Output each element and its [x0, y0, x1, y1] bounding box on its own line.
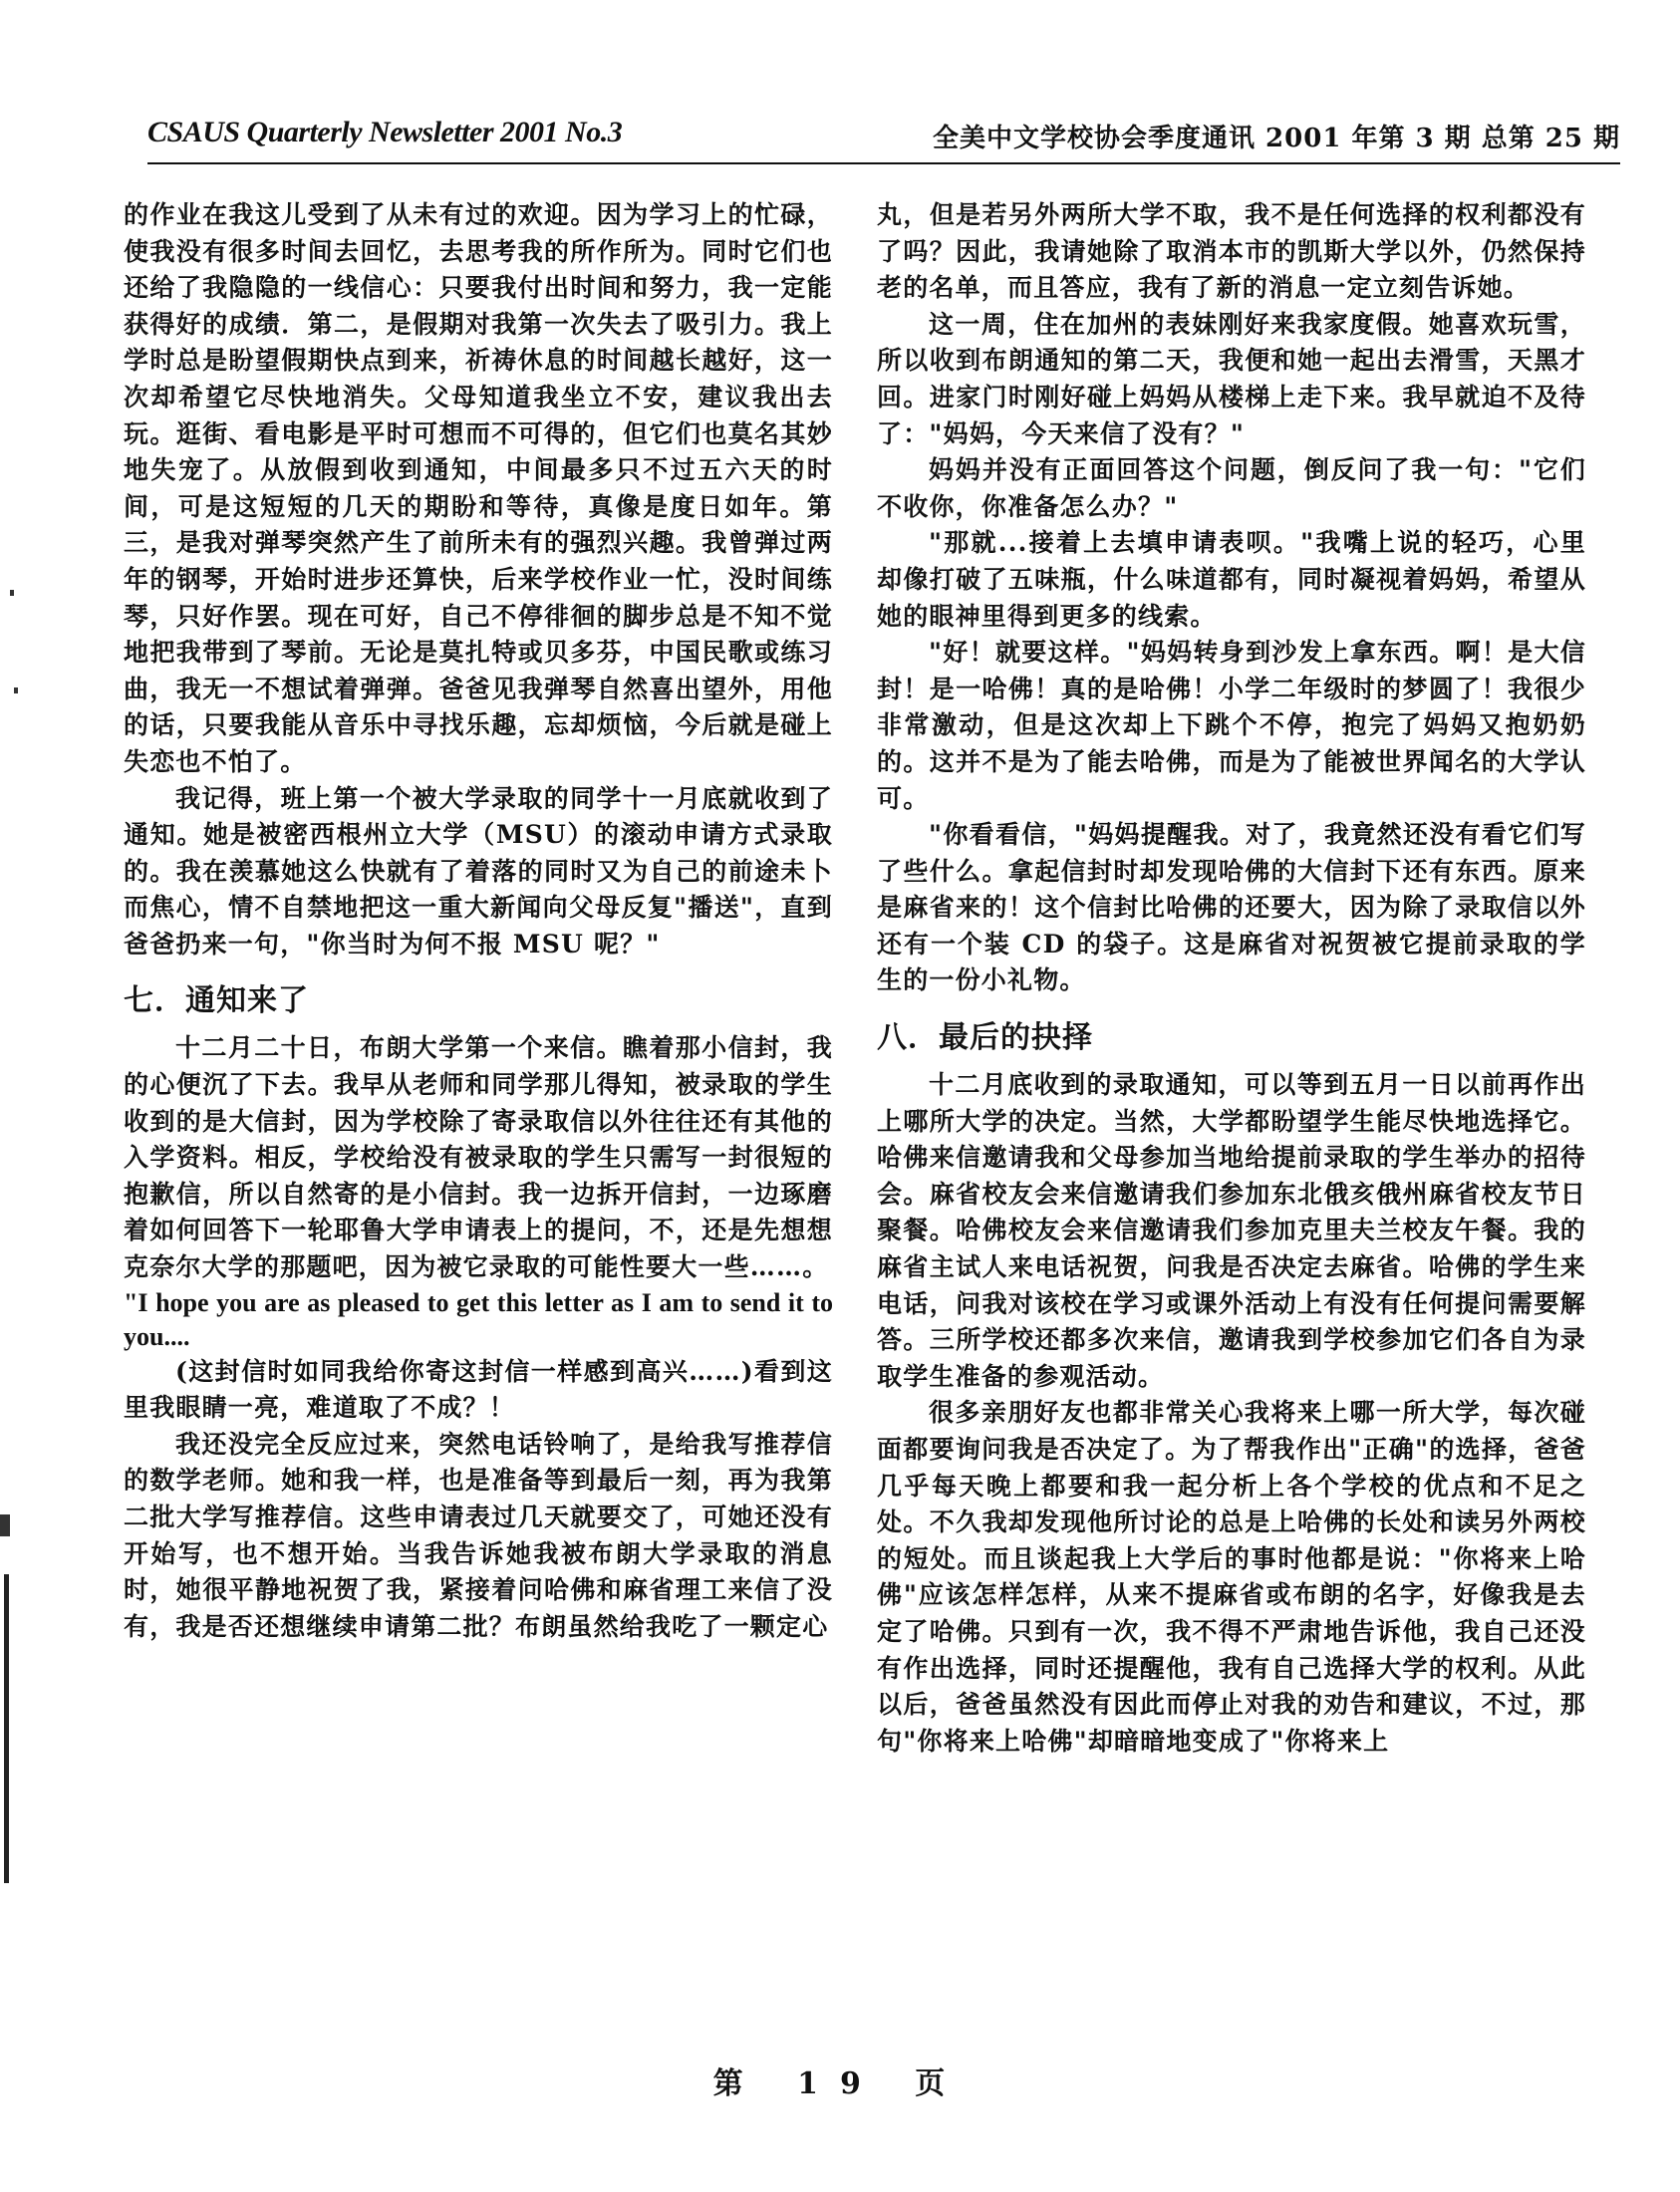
paragraph-continued-right: 丸，但是若另外两所大学不取，我不是任何选择的权利都没有了吗？因此，我请她除了取消本市的凯斯大学以外，仍然保持老的名单，而且答应，我有了新的消息一定立刻告诉她。 [877, 200, 1586, 303]
paragraph-continued: 的作业在我这儿受到了从未有过的欢迎。因为学习上的忙碌，使我没有很多时间去回忆，去思考我的所作所为。同时它们也还给了我隐隐的一线信心：只要我付出时间和努力，我一定能获得好的成绩．第二，是假期对我第一次失去了吸引力。我上学时总是盼望假期快点到来，祈祷休息的时间越长越好，这一次却希望它尽快地消失。父母知道我坐立不安，建议我出去玩。逛街、看电影是平时可想而不可得的，但它们也莫名其妙地失宠了。从放假到收到通知，中间最多只不过五六天的时间，可是这短短的几天的期盼和等待，真像是度日如年。第三，是我对弹琴突然产生了前所未有的强烈兴趣。我曾弹过两年的钢琴，开始时进步还算快，后来学校作业一忙，没时间练琴，只好作罢。现在可好，自己不停徘徊的脚步总是不知不觉地把我带到了琴前。无论是莫扎特或贝多芬，中国民歌或练习曲，我无一不想试着弹弹。爸爸见我弹琴自然喜出望外，用他的话，只要我能从音乐中寻找乐趣，忘却烦恼，今后就是碰上失恋也不怕了。 [124, 200, 833, 776]
left-column [124, 197, 833, 1645]
newsletter-title-cn: 全美中文学校协会季度通讯 2001 年第 3 期 总第 25 期 [933, 124, 1620, 153]
section-heading-7: 七．通知来了 [124, 983, 309, 1019]
paragraph-msu: 我记得，班上第一个被大学录取的同学十一月底就收到了通知。她是被密西根州立大学（MSU）的滚动申请方式录取的。我在羡慕她这么快就有了着落的同时又为自己的前途未卜而焦心，情不自禁地把这一重大新闻向父母反复"播送"，直到爸爸扔来一句，"你当时为何不报 MSU 呢？" [124, 783, 833, 959]
scan-binding-mark [0, 1514, 14, 1933]
scan-mark-top [0, 1514, 10, 1536]
paragraph-mother-question: 妈妈并没有正面回答这个问题，倒反问了我一句："它们不收你，你准备怎么办？" [877, 455, 1586, 521]
paragraph-harvard: "好！就要这样。"妈妈转身到沙发上拿东西。啊！是大信封！是一哈佛！真的是哈佛！小学二年级时的梦圆了！我很少非常激动，但是这次却上下跳个不停，抱完了妈妈又抱奶奶的。这并不是为了能去哈佛，而是为了能被世界闻名的大学认可。 [877, 638, 1586, 813]
paragraph-father-advice: 很多亲朋好友也都非常关心我将来上哪一所大学，每次碰面都要询问我是否决定了。为了帮我作出"正确"的选择，爸爸几乎每天晚上都要和我一起分析上各个学校的优点和不足之处。不久我却发现他所讨论的总是上哈佛的长处和读另外两校的短处。而且谈起我上大学后的事时他都是说："你将来上哈佛"应该怎样怎样，从来不提麻省或布朗的名字，好像我是去定了哈佛。只到有一次，我不得不严肃地告诉他，我自己还没有作出选择，同时还提醒他，我有自己选择大学的权利。从此以后，爸爸虽然没有因此而停止对我的劝告和建议，不过，那句"你将来上哈佛"却暗暗地变成了"你将来上 [877, 1398, 1586, 1756]
scan-speck [14, 687, 18, 693]
paragraph-reply: "那就...接着上去填申请表呗。"我嘴上说的轻巧，心里却像打破了五味瓶，什么味道都有，同时凝视着妈妈，希望从她的眼神里得到更多的线索。 [877, 528, 1586, 631]
section-heading-8: 八．最后的抉择 [877, 1020, 1093, 1056]
paragraph-cousin: 这一周，住在加州的表妹刚好来我家度假。她喜欢玩雪，所以收到布朗通知的第二天，我便和她一起出去滑雪，天黑才回。进家门时刚好碰上妈妈从楼梯上走下来。我早就迫不及待了："妈妈，今天来信了没有？" [877, 309, 1586, 448]
right-column [877, 197, 1586, 1760]
page-number: 第 19 页 [712, 2066, 968, 2101]
paragraph-translation: (这封信时如同我给你寄这封信一样感到高兴……)看到这里我眼睛一亮，难道取了不成？！ [124, 1356, 833, 1423]
paragraph-brown-letter: 十二月二十日，布朗大学第一个来信。瞧着那小信封，我的心便沉了下去。我早从老师和同学那儿得知，被录取的学生收到的是大信封，因为学校除了寄录取信以外往往还有其他的入学资料。相反，学校给没有被录取的学生只需写一封很短的抱歉信，所以自然寄的是小信封。我一边拆开信封，一边琢磨着如何回答下一轮耶鲁大学申请表上的提问，不，还是先想想克奈尔大学的那题吧，因为被它录取的可能性要大一些……。 [124, 1033, 833, 1282]
newsletter-title-en: CSAUS Quarterly Newsletter 2001 No.3 [147, 116, 623, 148]
paragraph-english-quote: "I hope you are as pleased to get this letter as I am to send it to you.... [124, 1287, 833, 1351]
page-header [147, 116, 1620, 161]
header-rule [147, 162, 1620, 164]
paragraph-decision: 十二月底收到的录取通知，可以等到五月一日以前再作出上哪所大学的决定。当然，大学都盼望学生能尽快地选择它。哈佛来信邀请我和父母参加当地给提前录取的学生举办的招待会。麻省校友会来信邀请我们参加东北俄亥俄州麻省校友节日聚餐。哈佛校友会来信邀请我们参加克里夫兰校友午餐。我的麻省主试人来电话祝贺，问我是否决定去麻省。哈佛的学生来电话，问我对该校在学习或课外活动上有没有任何提问需要解答。三所学校还都多次来信，邀请我到学校参加它们各自为录取学生准备的参观活动。 [877, 1070, 1586, 1391]
scan-speck [10, 590, 14, 596]
scan-mark-bar [4, 1574, 9, 1883]
paragraph-math-teacher: 我还没完全反应过来，突然电话铃响了，是给我写推荐信的数学老师。她和我一样，也是准备等到最后一刻，再为我第二批大学写推荐信。这些申请表过几天就要交了，可她还没有开始写，也不想开始。当我告诉她我被布朗大学录取的消息时，她很平静地祝贺了我，紧接着问哈佛和麻省理工来信了没有，我是否还想继续申请第二批？布朗虽然给我吃了一颗定心 [124, 1429, 833, 1641]
paragraph-mit: "你看看信，"妈妈提醒我。对了，我竟然还没有看它们写了些什么。拿起信封时却发现哈佛的大信封下还有东西。原来是麻省来的！这个信封比哈佛的还要大，因为除了录取信以外还有一个装 CD 的袋子。这是麻省对祝贺被它提前录取的学生的一份小礼物。 [877, 820, 1586, 995]
